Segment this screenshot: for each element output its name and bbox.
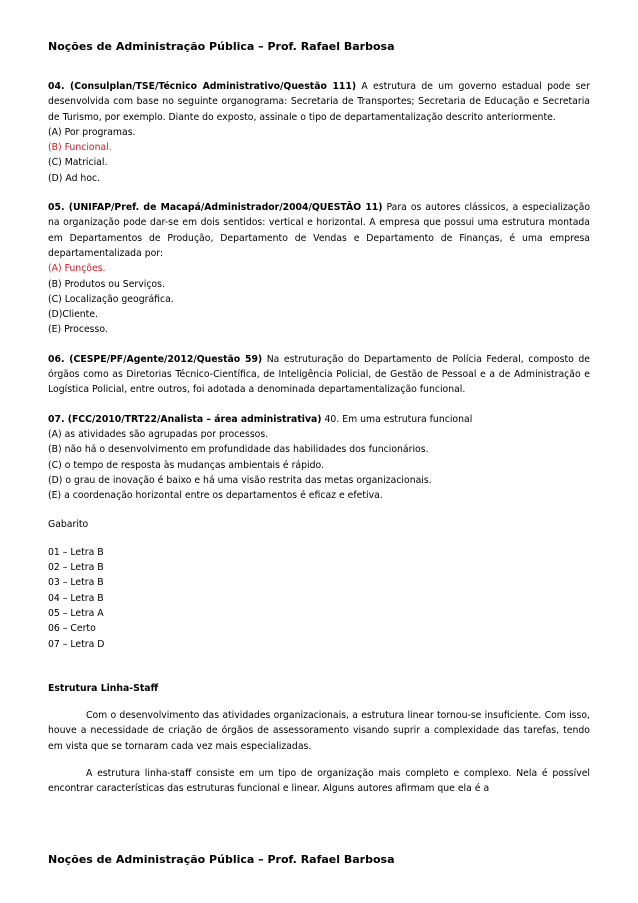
option-a-correct: (A) Funções. <box>48 263 106 275</box>
question-stem <box>48 200 590 261</box>
section-paragraph: A estrutura linha-staff consiste em um tipo de organização mais completo e complexo. Nela é possível encontrar características das estruturas funcional e linear. Alguns autores afirmam que ela é a <box>48 767 590 795</box>
option-b: (B) Produtos ou Serviços. <box>48 278 165 290</box>
option-c: (C) o tempo de resposta às mudanças ambientais é rápido. <box>48 459 324 471</box>
question-text: 40. Em uma estrutura funcional <box>321 413 473 425</box>
question-05 <box>48 200 590 338</box>
option-d: (D) Ad hoc. <box>48 172 101 184</box>
gabarito-item: 03 – Letra B <box>48 577 104 589</box>
option-e: (E) Processo. <box>48 324 108 336</box>
page-header: Noções de Administração Pública – Prof. Rafael Barbosa <box>48 40 395 53</box>
question-stem <box>48 79 590 125</box>
option-e: (E) a coordenação horizontal entre os departamentos é eficaz e efetiva. <box>48 490 383 502</box>
option-c: (C) Localização geográfica. <box>48 293 174 305</box>
gabarito-list <box>48 545 590 652</box>
section-title: Estrutura Linha-Staff <box>48 682 159 694</box>
section-paragraph: Com o desenvolvimento das atividades organizacionais, a estrutura linear tornou-se insuficiente. Com isso, houve a necessidade de criação de órgãos de assessoramento visando suprir a complexidade das tarefas, tendo em vista que se tornaram cada vez mais especializadas. <box>48 710 590 752</box>
option-d: (D) o grau de inovação é baixo e há uma visão restrita das metas organizacionais. <box>48 474 432 486</box>
page-content <box>48 79 590 809</box>
gabarito-item: 04 – Letra B <box>48 592 104 604</box>
question-06 <box>48 352 590 398</box>
page-footer: Noções de Administração Pública – Prof. Rafael Barbosa <box>48 853 395 866</box>
option-d: (D)Cliente. <box>48 309 99 321</box>
question-04 <box>48 79 590 186</box>
question-ref: 07. (FCC/2010/TRT22/Analista – área administrativa) <box>48 413 322 425</box>
question-text: A estrutura de um governo estadual pode ser desenvolvida com base no seguinte organograma: Secretaria de Transportes; Secretaria de Educação e Secretaria de Turismo, por exemplo. Diante do exposto, assinale o tipo de departamentalização descrito anteriormente. <box>48 81 590 123</box>
option-b: (B) não há o desenvolvimento em profundidade das habilidades dos funcionários. <box>48 444 429 456</box>
question-ref: 04. (Consulplan/TSE/Técnico Administrativo/Questão 111) <box>48 81 357 92</box>
question-ref: 05. (UNIFAP/Pref. de Macapá/Administrador/2004/QUESTÃO 11) <box>48 202 383 214</box>
question-stem <box>48 412 590 427</box>
question-07 <box>48 412 590 504</box>
option-a: (A) as atividades são agrupadas por processos. <box>48 428 269 440</box>
gabarito-item: 05 – Letra A <box>48 607 104 619</box>
gabarito-item: 01 – Letra B <box>48 546 104 558</box>
gabarito-title: Gabarito <box>48 519 89 531</box>
gabarito-item: 02 – Letra B <box>48 562 104 574</box>
question-ref: 06. (CESPE/PF/Agente/2012/Questão 59) <box>48 353 263 365</box>
gabarito-item: 07 – Letra D <box>48 638 105 650</box>
question-text: Para os autores clássicos, a especialização na organização pode dar-se em dois sentidos: vertical e horizontal. A empresa que possui uma estrutura montada em Departamentos de Produção, Departamento de Vendas e Departamento de Finanças, é uma empresa departamentalizada por: <box>48 202 591 259</box>
option-c: (C) Matricial. <box>48 157 108 169</box>
question-stem <box>48 352 590 398</box>
question-text: Na estruturação do Departamento de Polícia Federal, composto de órgãos como as Diretorias Técnico-Científica, de Inteligência Policial, de Gestão de Pessoal e a de Administração e Logística Policial, entre outros, foi adotada a denominada departamentalização funcional. <box>48 353 590 396</box>
option-b-correct: (B) Funcional. <box>48 142 112 154</box>
option-a: (A) Por programas. <box>48 126 136 138</box>
gabarito-item: 06 – Certo <box>48 623 96 635</box>
